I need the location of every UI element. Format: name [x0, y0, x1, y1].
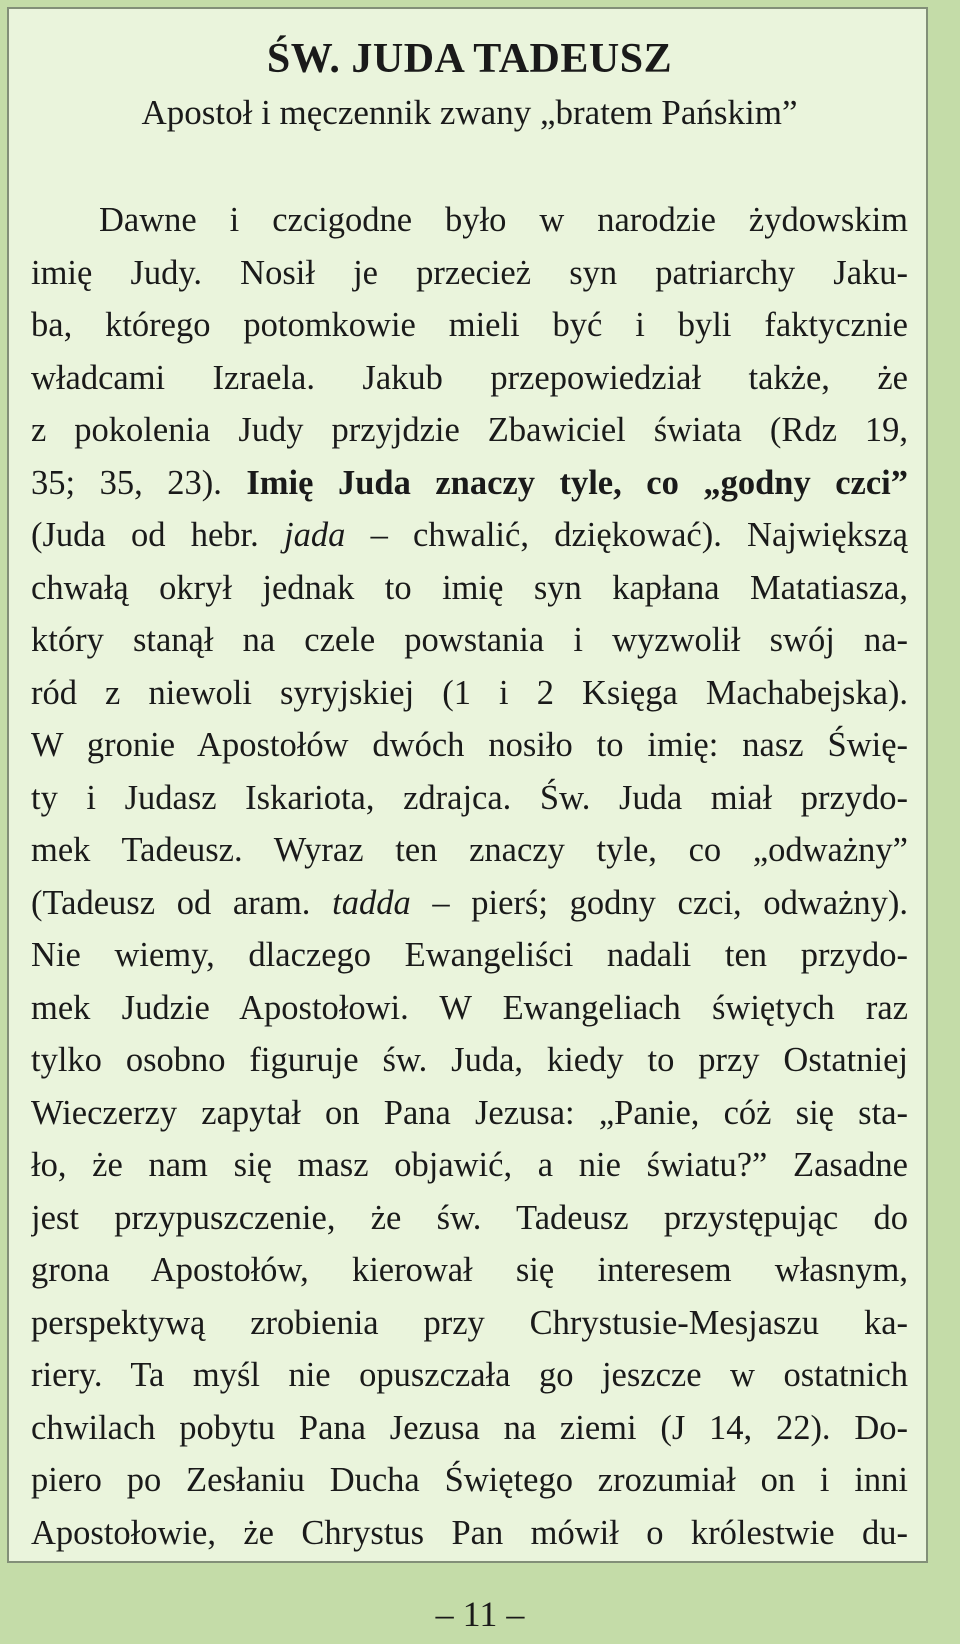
text-line: mek Judzie Apostołowi. W Ewangeliach świętych raz	[31, 988, 908, 1027]
text-line: perspektywą zrobienia przy Chrystusie-Mesjaszu ka-	[31, 1303, 908, 1342]
text-line: Nie wiemy, dlaczego Ewangeliści nadali ten przydo-	[31, 936, 908, 974]
text-line: piero po Zesłaniu Ducha Świętego zrozumiał on i inni	[31, 1461, 908, 1499]
text-line: jest przypuszczenie, że św. Tadeusz przystępując do	[31, 1198, 908, 1237]
italic-text: jada	[283, 516, 346, 554]
text-line: Dawne i czcigodne było w narodzie żydowskim	[99, 201, 908, 239]
text-line: W gronie Apostołów dwóch nosiło to imię: nasz Świę-	[31, 726, 908, 764]
page-number: – 11 –	[435, 1594, 525, 1634]
text-line: ło, że nam się masz objawić, a nie światu?” Zasadne	[31, 1146, 908, 1184]
text-line: imię Judy. Nosił je przecież syn patriarchy Jaku-	[31, 253, 908, 292]
text-line: który stanął na czele powstania i wyzwolił swój na-	[31, 621, 908, 659]
text-line: Wieczerzy zapytał on Pana Jezusa: „Panie, cóż się sta-	[31, 1093, 908, 1132]
text-line	[31, 457, 908, 510]
italic-text: tadda	[332, 883, 411, 922]
body-text	[31, 194, 908, 1559]
text-line: riery. Ta myśl nie opuszczała go jeszcze w ostatnich	[31, 1356, 908, 1394]
page-subtitle: Apostoł i męczennik zwany „bratem Pańskim”	[141, 93, 798, 132]
text-line: mek Tadeusz. Wyraz ten znaczy tyle, co „odważny”	[31, 831, 908, 869]
text-line: grona Apostołów, kierował się interesem własnym,	[31, 1251, 908, 1289]
bold-text: Imię Juda znaczy tyle, co „godny czci”	[246, 463, 908, 502]
text-line	[31, 509, 908, 562]
text-line: tylko osobno figuruje św. Juda, kiedy to przy Ostatniej	[31, 1041, 908, 1079]
text-line: władcami Izraela. Jakub przepowiedział także, że	[31, 358, 908, 397]
text-run: 35; 35, 23).	[31, 463, 247, 502]
text-line: Apostołowie, że Chrystus Pan mówił o królestwie du-	[31, 1513, 908, 1552]
page-frame	[7, 7, 928, 1563]
text-line: ród z niewoli syryjskiej (1 i 2 Księga Machabejska).	[31, 673, 908, 712]
page-title: ŚW. JUDA TADEUSZ	[266, 36, 673, 82]
text-run: – chwalić, dziękować). Największą	[345, 516, 908, 554]
text-line: ba, którego potomkowie mieli być i byli faktycznie	[31, 306, 908, 344]
text-line: chwilach pobytu Pana Jezusa na ziemi (J 14, 22). Do-	[31, 1408, 908, 1447]
text-line: chwałą okrył jednak to imię syn kapłana Matatiasza,	[31, 568, 908, 607]
text-run: – pierś; godny czci, odważny).	[410, 883, 908, 922]
text-line: z pokolenia Judy przyjdzie Zbawiciel świata (Rdz 19,	[31, 411, 908, 449]
text-run: (Juda od hebr.	[31, 516, 284, 554]
text-run: (Tadeusz od aram.	[31, 883, 333, 922]
text-line: ty i Judasz Iskariota, zdrajca. Św. Juda miał przydo-	[31, 778, 908, 817]
text-line	[31, 877, 908, 930]
